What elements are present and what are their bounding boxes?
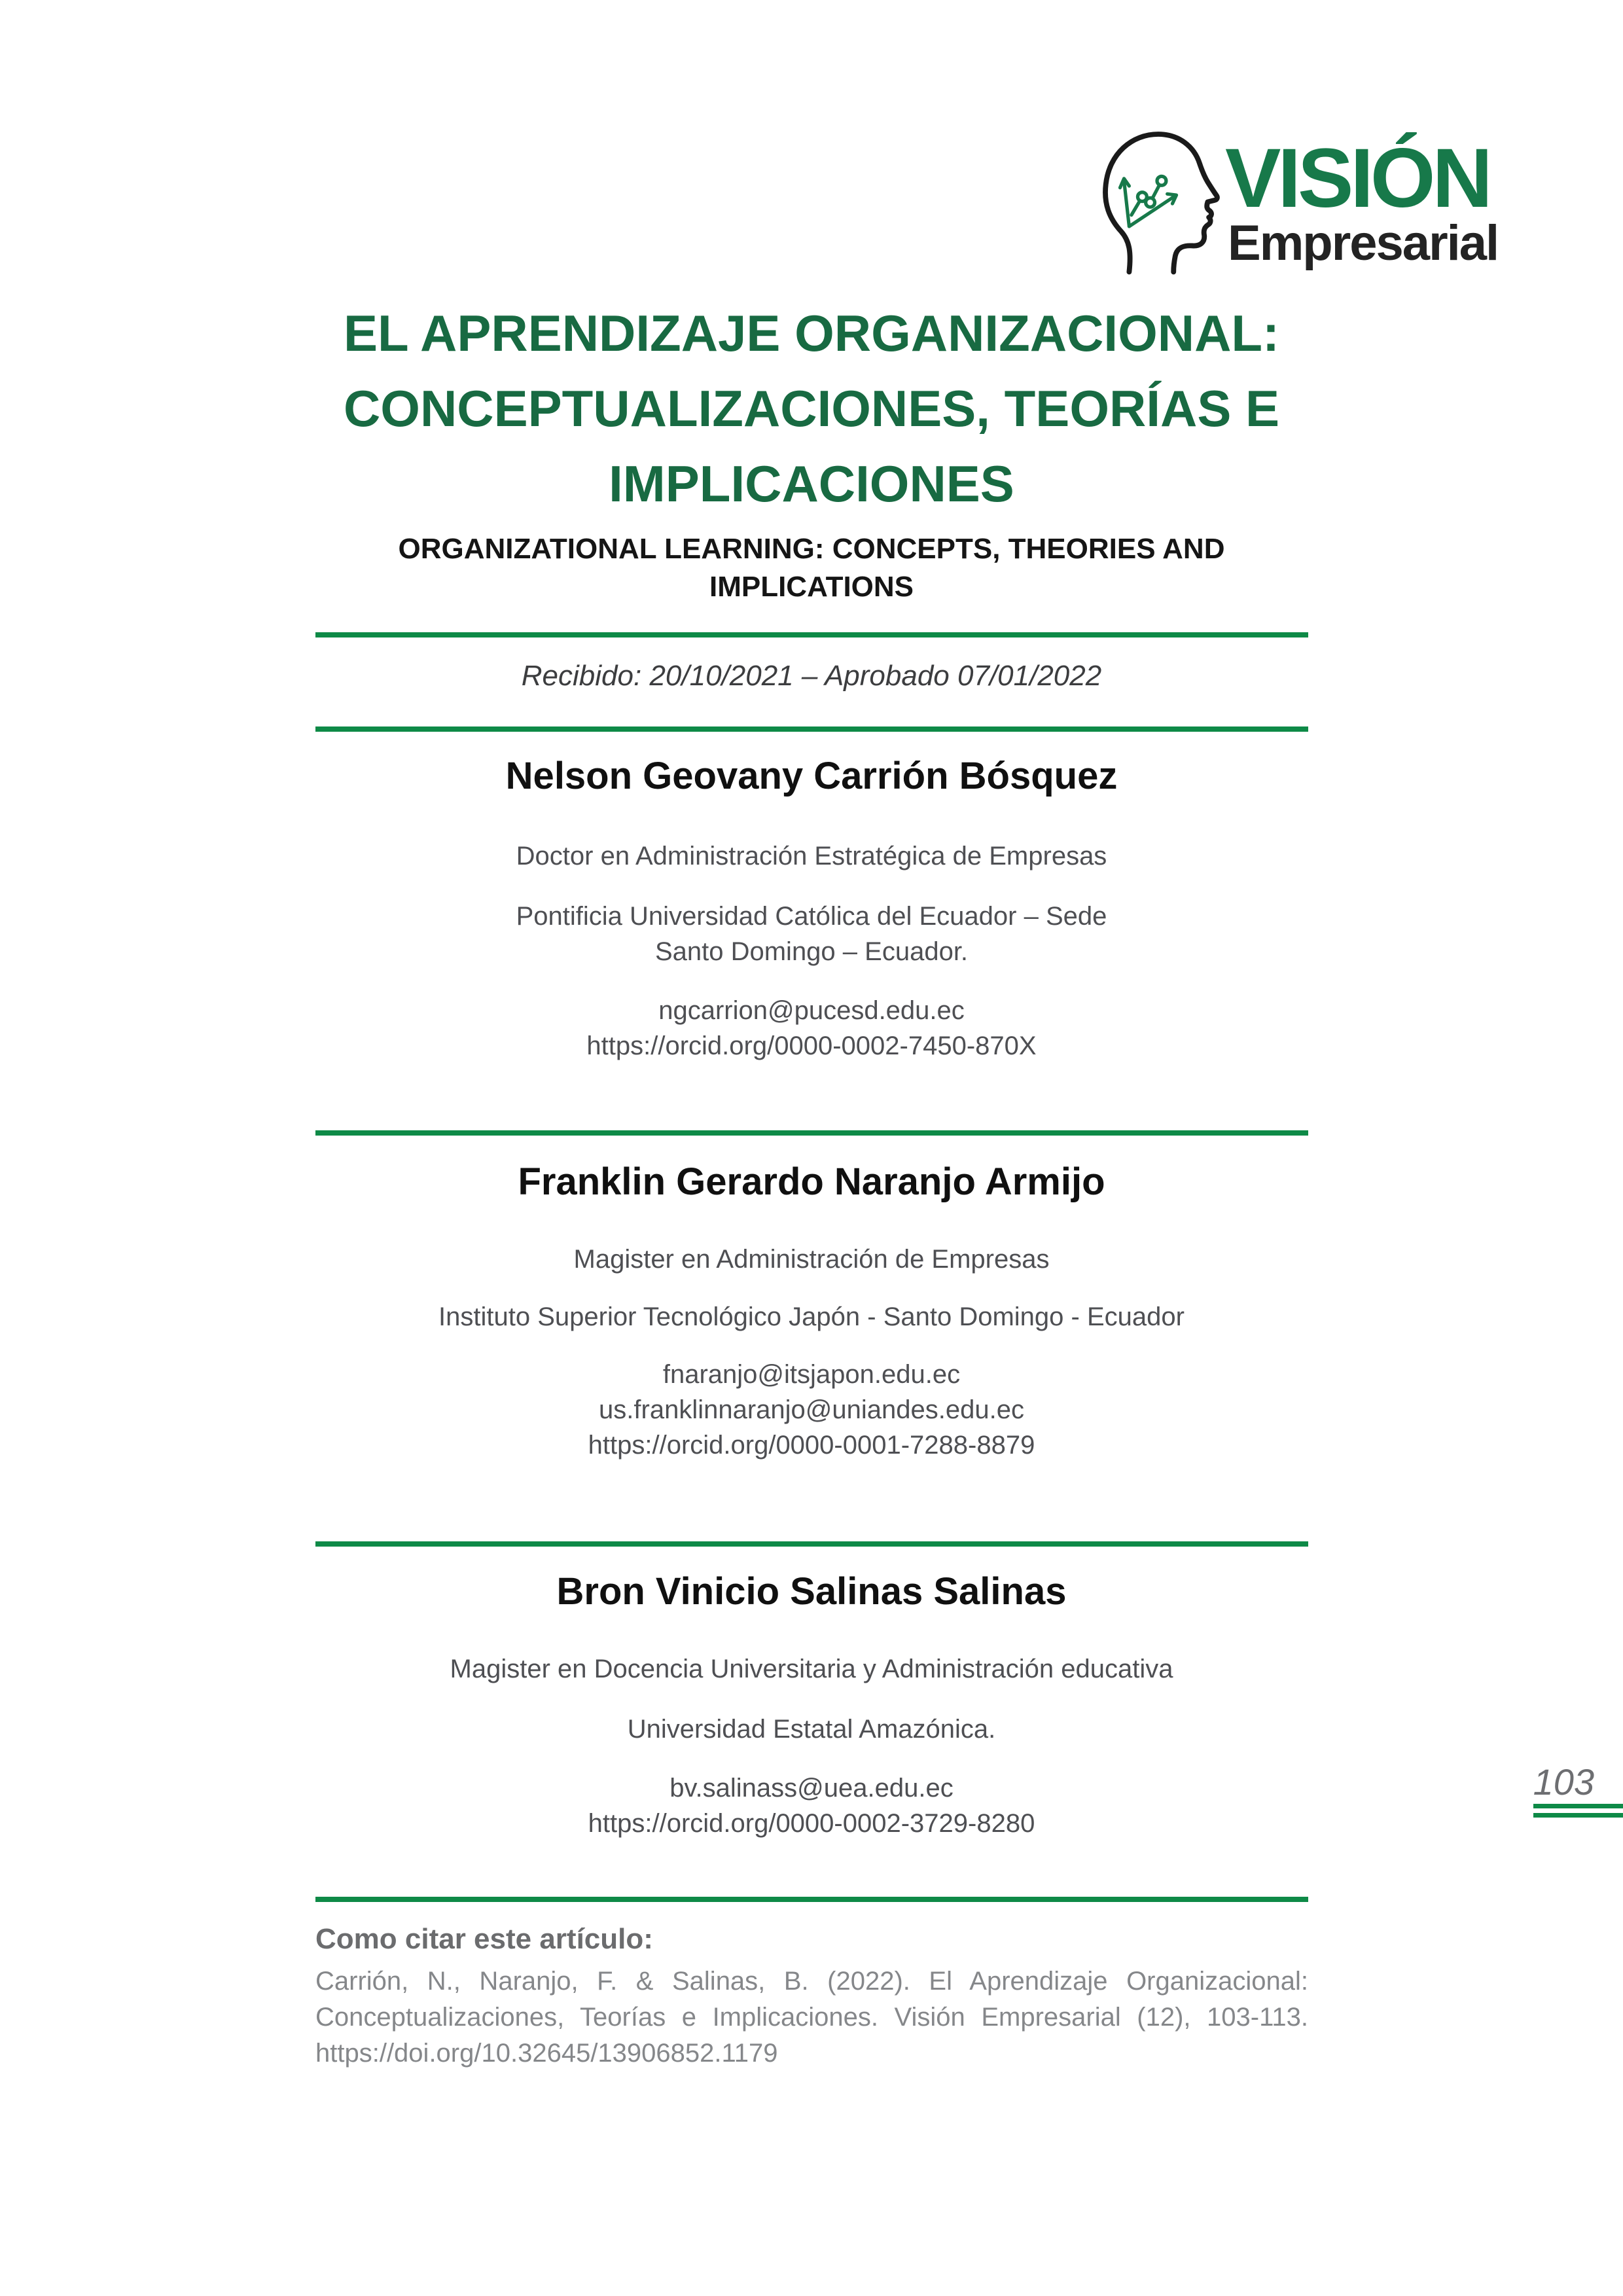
- author-degree: Doctor en Administración Estratégica de Empresas: [516, 842, 1107, 870]
- author-orcid: https://orcid.org/0000-0001-7288-8879: [588, 1431, 1035, 1460]
- author-affiliation-line: Pontificia Universidad Católica del Ecuador – Sede: [516, 902, 1107, 931]
- author-affiliation-line: Universidad Estatal Amazónica.: [627, 1715, 996, 1744]
- article-subtitle-line: IMPLICATIONS: [709, 571, 914, 603]
- page-number-rule: [1533, 1813, 1623, 1818]
- page-number-rule: [1533, 1804, 1623, 1808]
- article-title-line: CONCEPTUALIZACIONES, TEORÍAS E: [343, 380, 1280, 437]
- page-number: 103: [1533, 1761, 1594, 1803]
- separator-line: [315, 1541, 1308, 1547]
- author-email: bv.salinass@uea.edu.ec: [669, 1774, 954, 1803]
- separator-line: [315, 1130, 1308, 1136]
- head-chart-icon: [1092, 128, 1222, 276]
- separator-line: [315, 632, 1308, 637]
- author-degree: Magister en Administración de Empresas: [573, 1245, 1050, 1274]
- article-title-line: EL APRENDIZAJE ORGANIZACIONAL:: [343, 304, 1280, 362]
- citation-text: Carrión, N., Naranjo, F. & Salinas, B. (2022). El Aprendizaje Organizacional: Conceptualizaciones, Teorías e Implicaciones. Visión Empresarial (12), 103-113. https://doi.org/10.32645/13906852.1179: [315, 1967, 1308, 2068]
- article-subtitle-english: [255, 530, 1368, 606]
- logo-empresarial-wordmark: Empresarial: [1228, 215, 1499, 271]
- logo-text: [1225, 132, 1499, 271]
- journal-logo: [1092, 128, 1498, 276]
- author-degree: Magister en Docencia Universitaria y Administración educativa: [450, 1655, 1173, 1683]
- author-name: Franklin Gerardo Naranjo Armijo: [518, 1160, 1105, 1203]
- citation-heading: Como citar este artículo:: [315, 1923, 653, 1955]
- author-orcid: https://orcid.org/0000-0002-7450-870X: [586, 1031, 1037, 1060]
- author-orcid: https://orcid.org/0000-0002-3729-8280: [588, 1809, 1035, 1838]
- author-email: fnaranjo@itsjapon.edu.ec: [662, 1360, 961, 1389]
- separator-line: [315, 726, 1308, 732]
- author-email: us.franklinnaranjo@uniandes.edu.ec: [599, 1395, 1024, 1424]
- author-name: Nelson Geovany Carrión Bósquez: [505, 755, 1118, 797]
- logo-vision-wordmark: VISIÓN: [1225, 132, 1489, 225]
- article-title-line: IMPLICACIONES: [609, 455, 1014, 512]
- article-title: [255, 296, 1368, 522]
- article-subtitle-line: ORGANIZATIONAL LEARNING: CONCEPTS, THEORIES AND: [398, 533, 1225, 565]
- author-affiliation-line: Instituto Superior Tecnológico Japón - Santo Domingo - Ecuador: [438, 1302, 1185, 1331]
- author-affiliation-line: Santo Domingo – Ecuador.: [654, 937, 969, 966]
- author-name: Bron Vinicio Salinas Salinas: [556, 1570, 1067, 1613]
- separator-line: [315, 1897, 1308, 1902]
- author-email: ngcarrion@pucesd.edu.ec: [658, 996, 965, 1025]
- received-approved-dates: Recibido: 20/10/2021 – Aprobado 07/01/2022: [521, 660, 1102, 692]
